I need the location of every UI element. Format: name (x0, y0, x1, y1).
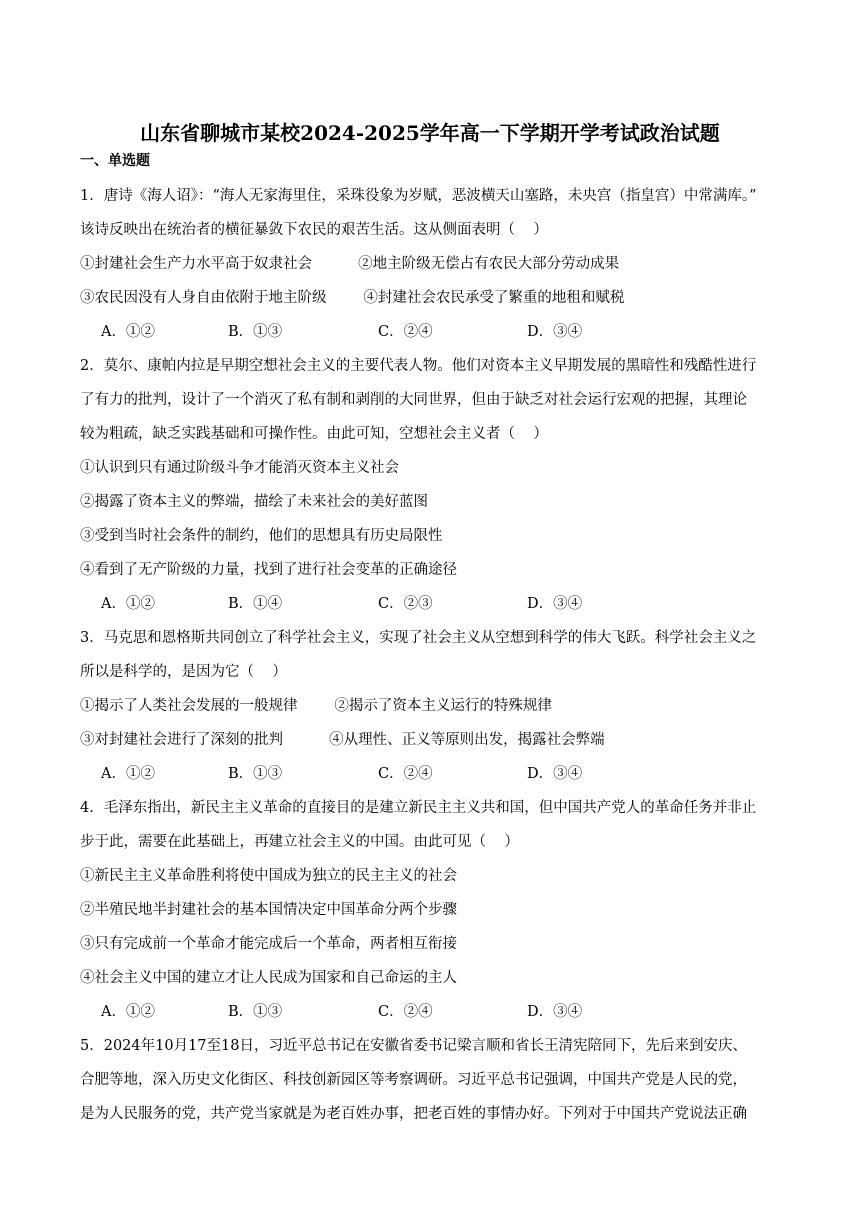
statement-line: ③只有完成前一个革命才能完成后一个革命，两者相互衔接 (80, 936, 457, 952)
question-stem-line: 该诗反映出在统治者的横征暴敛下农民的艰苦生活。这从侧面表明（ ） (80, 222, 548, 238)
question (80, 1029, 784, 1131)
option-c[interactable]: C．②③ (378, 596, 433, 612)
section-heading: 一、单选题 (80, 153, 150, 169)
question-stem-line: 合肥等地，深入历史文化街区、科技创新园区等考察调研。习近平总书记强调，中国共产党是人民的党， (80, 1072, 747, 1088)
answer-options (80, 315, 784, 349)
question-stem-line: 较为粗疏，缺乏实践基础和可操作性。由此可知，空想社会主义者（ ） (80, 426, 548, 442)
question-stem-line: 所以是科学的，是因为它（ ） (80, 664, 287, 680)
question (80, 621, 784, 791)
question (80, 179, 784, 349)
statement-line: ④社会主义中国的建立才让人民成为国家和自己命运的主人 (80, 970, 457, 986)
statement-line: ①新民主主义革命胜利将使中国成为独立的民主主义的社会 (80, 868, 457, 884)
question-stem-line: 4．毛泽东指出，新民主主义革命的直接目的是建立新民主主义共和国，但中国共产党人的革命任务并非止 (80, 800, 757, 816)
question-stem-line: 5．2024年10月17至18日，习近平总书记在安徽省委书记梁言顺和省长王清宪陪同下，先后来到安庆、 (80, 1038, 747, 1054)
statement-line: ①认识到只有通过阶级斗争才能消灭资本主义社会 (80, 460, 399, 476)
question-stem-line: 3．马克思和恩格斯共同创立了科学社会主义，实现了社会主义从空想到科学的伟大飞跃。科学社会主义之 (80, 630, 757, 646)
answer-options (80, 995, 784, 1029)
answer-options (80, 587, 784, 621)
option-a[interactable]: A．①② (101, 324, 155, 340)
question (80, 349, 784, 621)
option-d[interactable]: D．③④ (527, 324, 583, 340)
question-list (80, 179, 784, 1131)
question-stem-line: 是为人民服务的党，共产党当家就是为老百姓办事，把老百姓的事情办好。下列对于中国共产党说法正确 (80, 1106, 747, 1122)
statement-line: ③农民因没有人身自由依附于地主阶级 ④封建社会农民承受了繁重的地租和赋税 (80, 290, 625, 306)
option-c[interactable]: C．②④ (378, 766, 433, 782)
option-a[interactable]: A．①② (101, 596, 155, 612)
option-a[interactable]: A．①② (101, 1004, 155, 1020)
question-stem-line: 1．唐诗《海人诏》：“海人无家海里住，采珠役象为岁赋，恶波横天山塞路，未央宫（指皇宫）中常满库。” (80, 188, 757, 204)
option-b[interactable]: B．①③ (228, 1004, 283, 1020)
option-d[interactable]: D．③④ (527, 596, 583, 612)
statement-line: ②半殖民地半封建社会的基本国情决定中国革命分两个步骤 (80, 902, 457, 918)
option-a[interactable]: A．①② (101, 766, 155, 782)
exam-title: 山东省聊城市某校2024-2025学年高一下学期开学考试政治试题 (140, 121, 720, 145)
option-c[interactable]: C．②④ (378, 324, 433, 340)
statement-line: ①揭示了人类社会发展的一般规律 ②揭示了资本主义运行的特殊规律 (80, 698, 552, 714)
statement-line: ③受到当时社会条件的制约，他们的思想具有历史局限性 (80, 528, 443, 544)
option-d[interactable]: D．③④ (527, 1004, 583, 1020)
question-stem-line: 了有力的批判，设计了一个消灭了私有制和剥削的大同世界，但由于缺乏对社会运行宏观的把握，其理论 (80, 392, 747, 408)
option-c[interactable]: C．②④ (378, 1004, 433, 1020)
statement-line: ②揭露了资本主义的弊端，描绘了未来社会的美好蓝图 (80, 494, 428, 510)
question (80, 791, 784, 1029)
answer-options (80, 757, 784, 791)
option-b[interactable]: B．①④ (228, 596, 283, 612)
statement-line: ③对封建社会进行了深刻的批判 ④从理性、正义等原则出发，揭露社会弊端 (80, 732, 605, 748)
question-stem-line: 2．莫尔、康帕内拉是早期空想社会主义的主要代表人物。他们对资本主义早期发展的黑暗性和残酷性进行 (80, 358, 757, 374)
option-d[interactable]: D．③④ (527, 766, 583, 782)
option-b[interactable]: B．①③ (228, 766, 283, 782)
option-b[interactable]: B．①③ (228, 324, 283, 340)
statement-line: ④看到了无产阶级的力量，找到了进行社会变革的正确途径 (80, 562, 457, 578)
statement-line: ①封建社会生产力水平高于奴隶社会 ②地主阶级无偿占有农民大部分劳动成果 (80, 256, 620, 272)
question-stem-line: 步于此，需要在此基础上，再建立社会主义的中国。由此可见（ ） (80, 834, 519, 850)
